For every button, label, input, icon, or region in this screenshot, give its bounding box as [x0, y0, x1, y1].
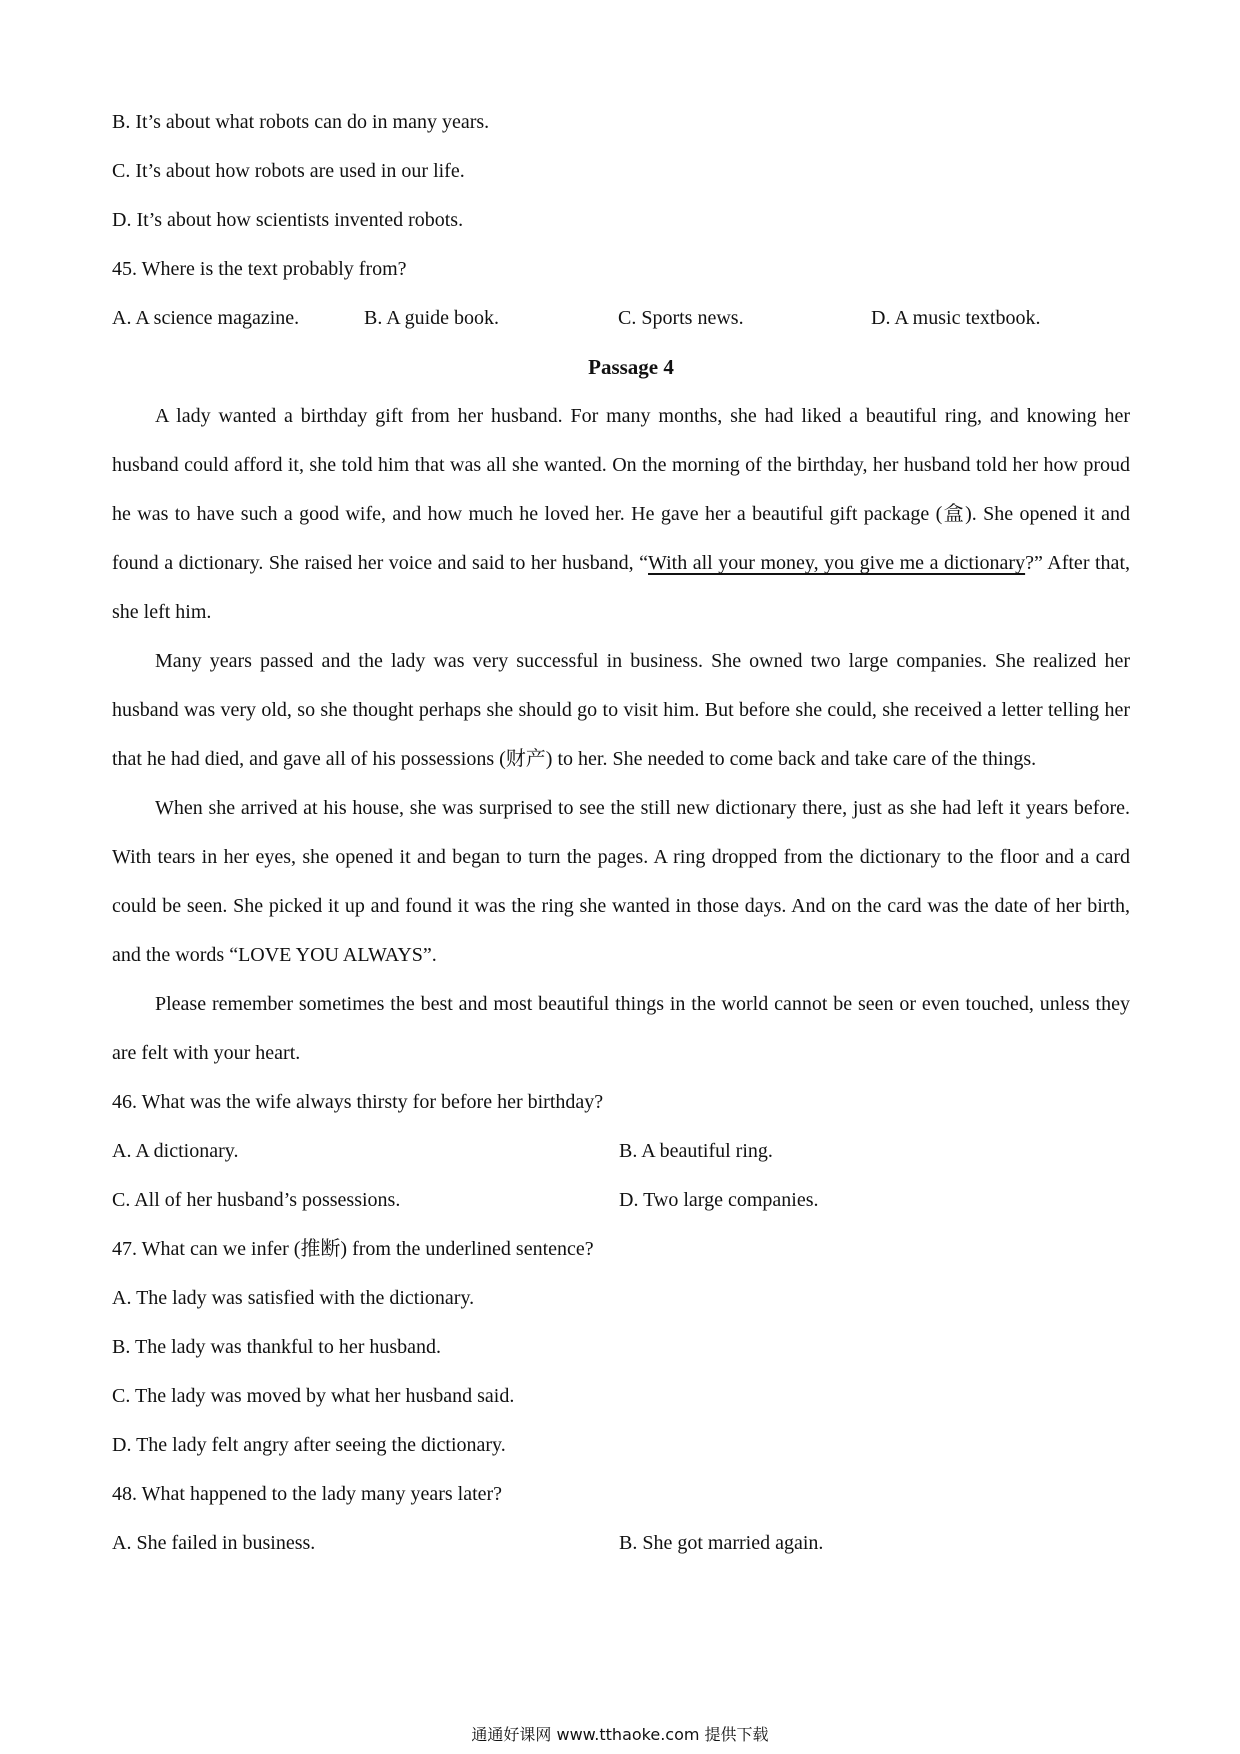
q47-question: 47. What can we infer (推断) from the underlined sentence?	[112, 1238, 594, 1260]
q46-options-row-2	[112, 1176, 1130, 1225]
q46-option-c: C. All of her husband’s possessions.	[112, 1189, 401, 1211]
q48-question: 48. What happened to the lady many years later?	[112, 1483, 503, 1505]
q47-option-c: C. The lady was moved by what her husband said.	[112, 1385, 515, 1407]
q46-option-d: D. Two large companies.	[619, 1189, 819, 1211]
q45-option-c: C. Sports news.	[618, 307, 744, 329]
q45-option-d: D. A music textbook.	[871, 307, 1041, 329]
q46-option-b: B. A beautiful ring.	[619, 1140, 773, 1162]
q46-question: 46. What was the wife always thirsty for before her birthday?	[112, 1091, 604, 1113]
passage-title: Passage 4	[588, 355, 674, 379]
q44-option-c: C. It’s about how robots are used in our life.	[112, 160, 465, 182]
q47-option-b: B. The lady was thankful to her husband.	[112, 1336, 442, 1358]
q47-option-d: D. The lady felt angry after seeing the dictionary.	[112, 1434, 506, 1456]
q45-option-b: B. A guide book.	[364, 307, 500, 329]
q47-option-a: A. The lady was satisfied with the dictionary.	[112, 1287, 475, 1309]
passage-paragraph-4: Please remember sometimes the best and most beautiful things in the world cannot be seen or even touched, unless they are felt with your heart.	[112, 993, 1130, 1064]
paragraph-1-ending: ?” After that, she left him.	[112, 552, 1130, 623]
q48-option-b: B. She got married again.	[619, 1532, 824, 1554]
q44-option-d: D. It’s about how scientists invented robots.	[112, 209, 464, 231]
q44-option-b: B. It’s about what robots can do in many years.	[112, 111, 490, 133]
q45-option-a: A. A science magazine.	[112, 307, 300, 329]
q46-option-a: A. A dictionary.	[112, 1140, 239, 1162]
page-footer: 通通好课网 www.tthaoke.com 提供下载	[471, 1725, 769, 1744]
underlined-sentence: With all your money, you give me a dictionary	[648, 552, 1026, 574]
q45-question: 45. Where is the text probably from?	[112, 258, 407, 280]
document-page	[112, 98, 1130, 1568]
q48-options-row-1	[112, 1519, 1130, 1568]
passage-paragraph-3: When she arrived at his house, she was surprised to see the still new dictionary there, just as she had left it years before. With tears in her eyes, she opened it and began to turn the pages. A ring dropped from the dictionary to the floor and a card could be seen. She picked it up and found it was the ring she wanted in those days. And on the card was the date of her birth, and the words “LOVE YOU ALWAYS”.	[112, 797, 1130, 966]
q45-options	[112, 294, 1130, 343]
passage-paragraph-2: Many years passed and the lady was very successful in business. She owned two large companies. She realized her husband was very old, so she thought perhaps she should go to visit him. But before she could, she received a letter telling her that he had died, and gave all of his possessions (财产) to her. She needed to come back and take care of the things.	[112, 650, 1130, 770]
passage-paragraph-1	[112, 392, 1130, 637]
paragraph-1-text: A lady wanted a birthday gift from her husband. For many months, she had liked a beautiful ring, and knowing her husband could afford it, she told him that was all she wanted. On the morning of the birthday, her husband told her how proud he was to have such a good wife, and how much he loved her. He gave her a beautiful gift package (盒). She opened it and found a dictionary. She raised her voice and said to her husband, “	[112, 405, 1130, 574]
q48-option-a: A. She failed in business.	[112, 1532, 316, 1554]
q46-options-row-1	[112, 1127, 1130, 1176]
